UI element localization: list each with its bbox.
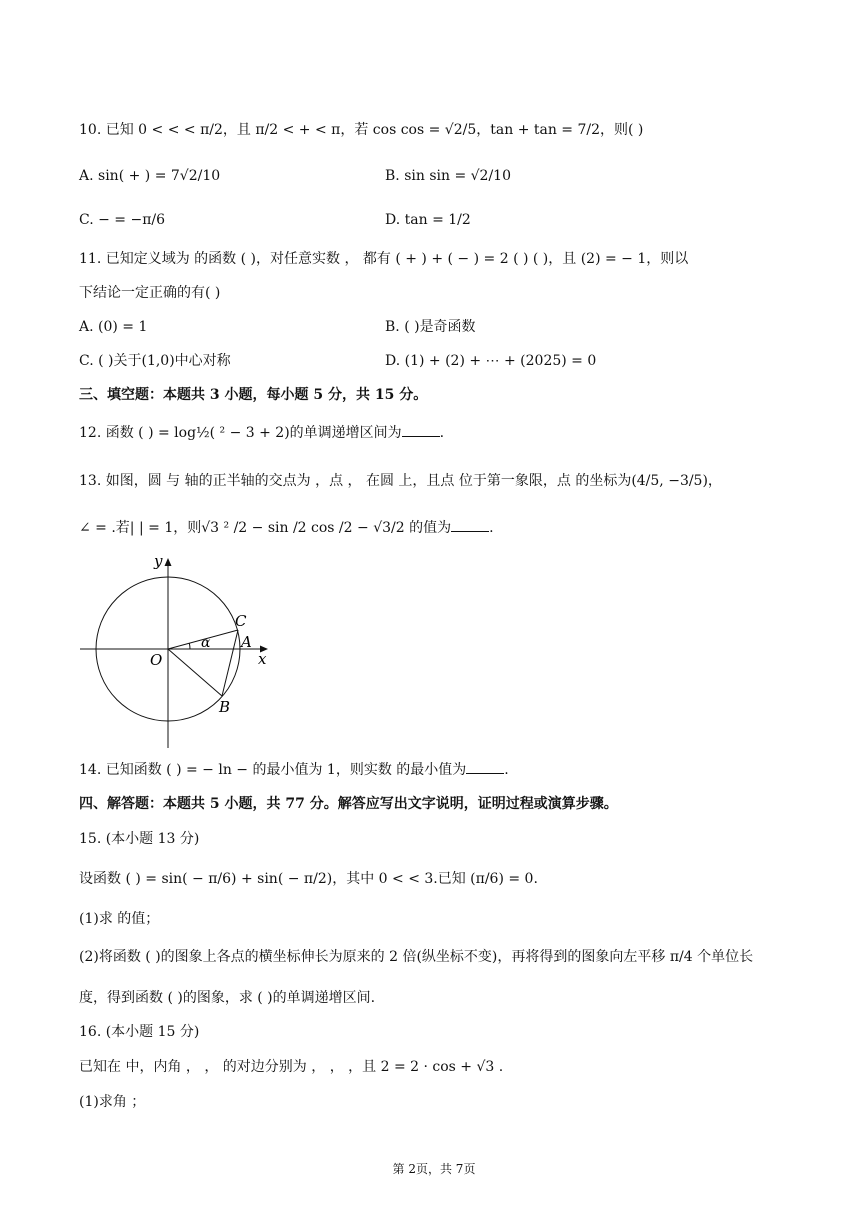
- label-o: O: [150, 651, 163, 669]
- q11-option-d: D. (1) + (2) + ⋯ + (2025) = 0: [385, 353, 597, 369]
- q14-blank: [466, 773, 504, 774]
- q10-stem: 10. 已知 0 < < < π/2，且 π/2 < + < π，若 cos cos = √2/5，tan + tan = 7/2，则( ): [79, 122, 644, 138]
- q15-header: 15. (本小题 13 分): [79, 831, 200, 847]
- page-footer: 第 2页，共 7页: [392, 1162, 476, 1176]
- q12-text: 12. 函数 ( ) = log½( ² − 3 + 2)的单调递增区间为: [79, 425, 402, 441]
- q11-stem-line2: 下结论一定正确的有( ): [79, 285, 221, 301]
- label-a: A: [241, 633, 252, 651]
- segment-ob: [168, 649, 222, 696]
- q11-option-b: B. ( )是奇函数: [385, 319, 476, 335]
- label-alpha: α: [201, 635, 211, 651]
- unit-circle-figure: [78, 550, 278, 750]
- q11-option-a: A. (0) = 1: [79, 319, 148, 335]
- section3-heading: 三、填空题：本题共 3 小题，每小题 5 分，共 15 分。: [79, 387, 428, 403]
- q16-stem: 已知在 中，内角 ， ， 的对边分别为 ， ， ，且 2 = 2 · cos + √3 .: [79, 1059, 504, 1075]
- section4-heading: 四、解答题：本题共 5 小题，共 77 分。解答应写出文字说明，证明过程或演算步骤。: [79, 796, 618, 812]
- q13-stem-line2: ∠ = .若| | = 1，则√3 ² /2 − sin /2 cos /2 − √3/2 的值为 .: [79, 520, 494, 536]
- q13-blank: [451, 531, 489, 532]
- q12-blank: [402, 436, 440, 437]
- y-axis-arrow: [165, 558, 172, 566]
- q15-part1: (1)求 的值；: [79, 911, 160, 927]
- q15-part2-line2: 度，得到函数 ( )的图象，求 ( )的单调递增区间.: [79, 990, 376, 1006]
- q10-option-c: C. − = −π/6: [79, 212, 166, 228]
- q10-option-a: A. sin( + ) = 7√2/10: [79, 168, 221, 184]
- q12: 12. 函数 ( ) = log½( ² − 3 + 2)的单调递增区间为 .: [79, 425, 445, 441]
- label-x: x: [258, 650, 267, 668]
- q16-part1: (1)求角 ；: [79, 1094, 146, 1110]
- q14-text: 14. 已知函数 ( ) = − ln − 的最小值为 1，则实数 的最小值为: [79, 762, 467, 778]
- q15-stem: 设函数 ( ) = sin( − π/6) + sin( − π/2)，其中 0 < < 3.已知 (π/6) = 0.: [79, 871, 538, 887]
- angle-alpha-arc: [189, 643, 190, 649]
- q13-stem-line1: 13. 如图，圆 与 轴的正半轴的交点为 ，点 ， 在圆 上，且点 位于第一象限，点 的坐标为(4/5, −3/5)，: [79, 473, 722, 489]
- q11-stem-line1: 11. 已知定义域为 的函数 ( )，对任意实数 ， 都有 ( + ) + ( − ) = 2 ( ) ( )，且 (2) = − 1，则以: [79, 251, 689, 267]
- q16-header: 16. (本小题 15 分): [79, 1024, 200, 1040]
- q11-option-c: C. ( )关于(1,0)中心对称: [79, 353, 231, 369]
- q10-option-d: D. tan = 1/2: [385, 212, 471, 228]
- q13-text: ∠ = .若| | = 1，则√3 ² /2 − sin /2 cos /2 − √3/2 的值为: [79, 520, 452, 536]
- q15-part2-line1: (2)将函数 ( )的图象上各点的横坐标伸长为原来的 2 倍(纵坐标不变)，再将得到的图象向左平移 π/4 个单位长: [79, 949, 754, 965]
- label-b: B: [219, 698, 231, 716]
- q14: 14. 已知函数 ( ) = − ln − 的最小值为 1，则实数 的最小值为 .: [79, 762, 509, 778]
- q10-option-b: B. sin sin = √2/10: [385, 168, 511, 184]
- label-y: y: [154, 552, 163, 570]
- label-c: C: [235, 612, 247, 630]
